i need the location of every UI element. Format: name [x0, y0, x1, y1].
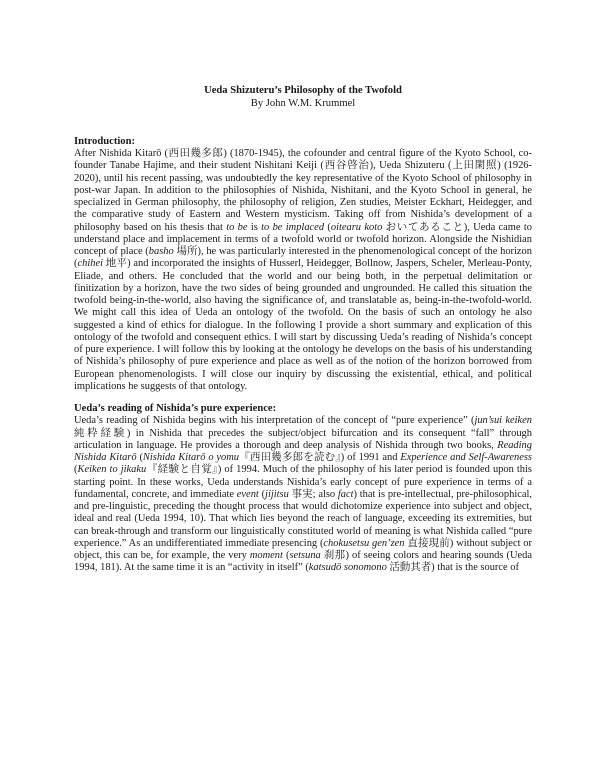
section-body-pure-experience	[74, 415, 532, 574]
italic-term: to be	[226, 221, 248, 233]
text-run: ) that is pre-intellectual, pre-philosophical, and pre-linguistic, preceding the thought process that would dichotomize experience into subject and object, ideal and real (Ueda 1994, 10). That which lies beyond the reach of language, exceeding its extremities, but can break-through and transform our linguistically constituted world of meaning is what Nishida called “pure experience.” As an undifferentiated immediate presencing (	[74, 488, 532, 549]
text-run: 活動其者) that is the source of	[386, 562, 519, 574]
text-run: 地平) and incorporated the insights of Husserl, Heidegger, Bollnow, Jaspers, Scheler, Merleau-Ponty, Eliade, and others. He concluded that the world and our being both, in the perpetual delimitation or finitization by a horizon, have the two sides of being grounded and ungrounded. He called this situation the twofold being-in-the-world, also having the significance of, and translatable as, being-in-the-twofold-world. We might call this idea of Ueda an ontology of the twofold. On the basis of such an ontology he also suggested a kind of ethics for dialogue. In the following I provide a short summary and explication of this ontology of the twofold and consequent ethics. I will start by discussing Ueda’s reading of Nishida’s concept of pure experience. I will follow this by looking at the ontology he develops on the basis of his understanding of Nishida’s philosophy of pure experience and place as well as of the notion of the horizon borrowed from European phenomenologists. I will close our inquiry by discussing the existential, ethical, and political implications he suggests of that ontology.	[74, 258, 532, 392]
section-body-introduction	[74, 148, 532, 393]
paper-author: By John W.M. Krummel	[250, 98, 356, 109]
italic-term: Reading Nishida Kitarō	[74, 439, 532, 464]
text-run: 純粋経験) in Nishida that precedes the subject/object bifurcation and its consequent “fall” through articulation in language. He provides a thorough and deep analysis of Nishida through two books,	[74, 427, 532, 451]
paper-title: Ueda Shizuteru’s Philosophy of the Twofold	[204, 85, 402, 96]
italic-term: event	[236, 488, 259, 500]
italic-term: jun’sui keiken	[474, 415, 532, 427]
text-run: 直接現前) without subject or object, this can be, for example, the very	[74, 537, 532, 562]
italic-term: chihei	[77, 258, 103, 270]
section-heading-pure-experience: Ueda’s reading of Nishida’s pure experience:	[74, 403, 277, 415]
italic-term: Keiken to jikaku	[77, 464, 147, 476]
paper-page	[74, 84, 532, 575]
italic-term: oitearu koto	[330, 221, 383, 233]
italic-term: Experience and Self-Awareness	[400, 452, 532, 464]
italic-term: jijitsu	[265, 488, 289, 500]
text-run: 刹那) of seeing colors and hearing sounds (Ueda 1994, 181). At the same time it is an “activity in itself” (	[74, 550, 532, 574]
section-heading-introduction: Introduction:	[74, 136, 136, 147]
italic-term: Nishida Kitarō o yomu	[142, 452, 240, 464]
italic-term: chokusetsu gen’zen	[323, 537, 405, 549]
italic-term: basho	[148, 246, 174, 258]
text-run: (	[324, 221, 331, 233]
italic-term: moment	[249, 550, 283, 562]
text-run: 『西田幾多郎を読む』) of 1991 and	[239, 452, 401, 464]
italic-term: katsudō sonomono	[308, 562, 387, 574]
text-run: 事実; also	[288, 488, 338, 500]
text-run: is	[247, 221, 262, 233]
italic-term: to be implaced	[261, 221, 325, 233]
text-run: おいてあること), Ueda came to understand place and implacement in terms of a twofold world or twofold horizon. Alongside the Nishidian concept of place (	[74, 221, 532, 258]
text-run: (	[136, 452, 143, 464]
text-run: 『経験と自覚』) of 1994. Much of the philosophy of his later period is founded upon this starting point. In these works, Ueda understands Nishida’s early concept of pure experience in terms of a fundamental, concrete, and immediate	[74, 464, 532, 500]
text-run: (	[74, 464, 78, 476]
text-run: 場所), he was particularly interested in the phenomenological concept of the horizon (	[74, 246, 532, 270]
text-run: After Nishida Kitarō (西田幾多郎) (1870-1945), the cofounder and central figure of the Kyoto School, co-founder Tanabe Hajime, and their student Nishitani Keiji (西谷啓治), Ueda Shizuteru (上田閑照) (1926-2020), until his recent passing, was undoubtedly the key representative of the Kyoto School of philosophy in post-war Japan. In addition to the philosophies of Nishida, Nishitani, and the Kyoto School in general, he specialized in German philosophy, the philosophy of religion, Zen studies, Meister Eckhart, Heidegger, and the comparative study of Eastern and Western mysticism. Taking off from Nishida’s development of a philosophy based on his thesis that	[74, 148, 532, 233]
text-run: (	[282, 550, 290, 562]
italic-term: fact	[337, 488, 354, 500]
text-run: (	[258, 488, 266, 500]
text-run: Ueda’s reading of Nishida begins with his interpretation of the concept of “pure experience” (	[74, 415, 475, 427]
italic-term: setsuna	[289, 550, 321, 562]
